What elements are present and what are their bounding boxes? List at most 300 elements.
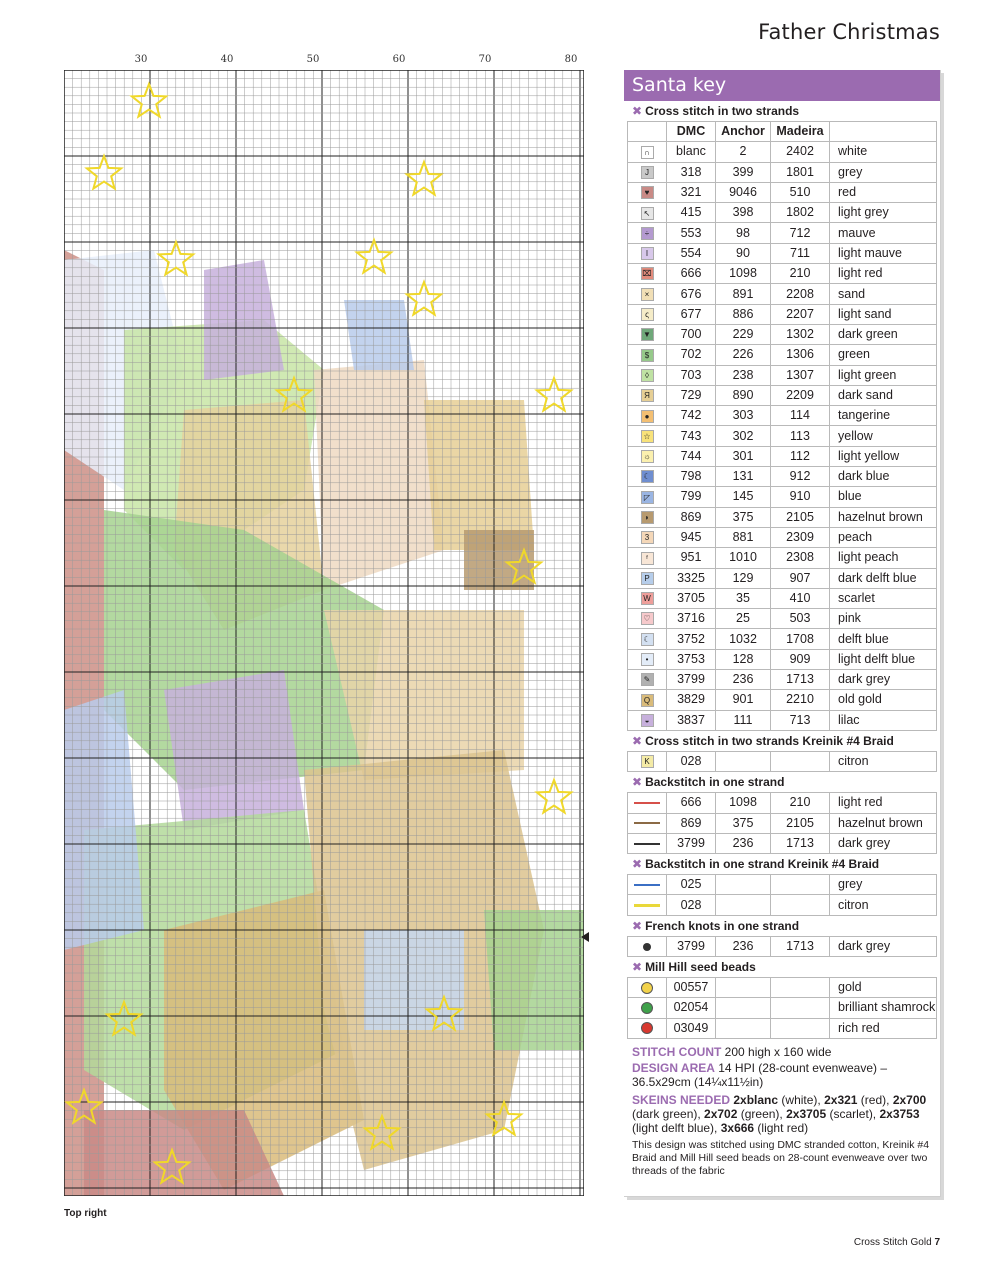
cross-icon: ✖ — [632, 104, 643, 118]
key-anchor: 901 — [716, 690, 771, 710]
symbol-swatch-icon: ✎ — [641, 673, 654, 686]
key-madeira: 2209 — [771, 385, 830, 405]
key-madeira: 210 — [771, 264, 830, 284]
chart-color-region — [344, 300, 414, 370]
symbol-swatch-icon: ☾ — [641, 470, 654, 483]
design-area-label: DESIGN AREA — [632, 1060, 715, 1075]
key-color-name: hazelnut brown — [830, 813, 937, 833]
key-madeira: 2105 — [771, 507, 830, 527]
key-dmc: 3837 — [667, 710, 716, 730]
key-dmc: 415 — [667, 203, 716, 223]
key-madeira — [771, 977, 830, 997]
symbol-swatch-icon: ☆ — [641, 430, 654, 443]
key-color-name: scarlet — [830, 588, 937, 608]
star-icon — [87, 156, 121, 189]
key-symbol — [628, 649, 667, 669]
stitch-chart — [64, 70, 584, 1196]
key-color-name: dark blue — [830, 467, 937, 487]
symbol-swatch-icon: ♥ — [641, 186, 654, 199]
backstitch-line-icon — [634, 843, 660, 845]
key-madeira: 410 — [771, 588, 830, 608]
key-symbol — [628, 203, 667, 223]
key-symbol — [628, 345, 667, 365]
key-madeira: 711 — [771, 243, 830, 263]
key-dmc: 3753 — [667, 649, 716, 669]
symbol-swatch-icon: ÷ — [641, 227, 654, 240]
key-color-name: grey — [830, 162, 937, 182]
key-symbol — [628, 467, 667, 487]
key-color-name: light mauve — [830, 243, 937, 263]
cross-icon: ✖ — [632, 857, 643, 872]
kreinik-backstitch-table — [627, 874, 937, 916]
key-anchor: 111 — [716, 710, 771, 730]
key-symbol — [628, 813, 667, 833]
key-anchor: 236 — [716, 670, 771, 690]
key-row — [628, 588, 937, 608]
key-dmc: blanc — [667, 142, 716, 162]
key-anchor: 9046 — [716, 182, 771, 202]
key-madeira: 112 — [771, 446, 830, 466]
key-row — [628, 895, 937, 915]
page-title: Father Christmas — [758, 20, 940, 44]
section-kreinik-cross-label: Cross stitch in two strands Kreinik #4 Braid — [645, 733, 894, 748]
key-symbol — [628, 243, 667, 263]
key-dmc: 666 — [667, 264, 716, 284]
key-madeira: 1307 — [771, 365, 830, 385]
key-row — [628, 385, 937, 405]
symbol-swatch-icon: K — [641, 755, 654, 768]
symbol-swatch-icon: ⌧ — [642, 269, 652, 279]
section-french-knots — [624, 916, 940, 936]
backstitch-table — [627, 792, 937, 854]
kreinik-cross-table — [627, 751, 937, 772]
symbol-swatch-icon: I — [641, 247, 654, 260]
key-color-name: light sand — [830, 304, 937, 324]
seed-beads-table — [627, 977, 937, 1039]
key-anchor: 2 — [716, 142, 771, 162]
key-anchor — [716, 977, 771, 997]
symbol-swatch-icon: W — [641, 592, 654, 605]
key-madeira: 210 — [771, 793, 830, 813]
key-madeira: 2402 — [771, 142, 830, 162]
key-row — [628, 609, 937, 629]
key-madeira — [771, 875, 830, 895]
key-dmc: 3829 — [667, 690, 716, 710]
header-madeira: Madeira — [771, 122, 830, 142]
key-row — [628, 548, 937, 568]
key-color-name: old gold — [830, 690, 937, 710]
key-row — [628, 507, 937, 527]
symbol-swatch-icon: ∩ — [641, 146, 654, 159]
symbol-swatch-icon: ☼ — [641, 450, 654, 463]
key-dmc: 945 — [667, 527, 716, 547]
key-row — [628, 527, 937, 547]
header-name — [830, 122, 937, 142]
symbol-swatch-icon: ♡ — [641, 612, 654, 625]
key-madeira: 2207 — [771, 304, 830, 324]
key-color-name: dark green — [830, 324, 937, 344]
column-label-60: 60 — [392, 54, 406, 65]
chart-color-region — [164, 670, 304, 830]
key-row — [628, 264, 937, 284]
section-seed-beads-label: Mill Hill seed beads — [645, 959, 756, 974]
symbol-swatch-icon: ▼ — [641, 328, 654, 341]
key-color-name: dark sand — [830, 385, 937, 405]
key-symbol — [628, 588, 667, 608]
key-madeira — [771, 895, 830, 915]
section-cross-stitch-label: Cross stitch in two strands — [645, 104, 800, 118]
key-dmc: 743 — [667, 426, 716, 446]
key-symbol — [628, 629, 667, 649]
backstitch-line-icon — [634, 904, 660, 907]
magazine-name: Cross Stitch Gold — [853, 1237, 932, 1248]
key-madeira: 1802 — [771, 203, 830, 223]
key-madeira: 510 — [771, 182, 830, 202]
key-dmc: 00557 — [667, 977, 716, 997]
backstitch-line-icon — [634, 802, 660, 804]
seed-bead-icon — [641, 1022, 653, 1034]
column-label-80: 80 — [564, 54, 578, 65]
key-dmc: 666 — [667, 793, 716, 813]
key-symbol — [628, 793, 667, 813]
key-color-name: tangerine — [830, 406, 937, 426]
key-dmc: 702 — [667, 345, 716, 365]
key-row — [628, 284, 937, 304]
symbol-swatch-icon: ↖ — [641, 207, 654, 220]
column-label-40: 40 — [220, 54, 234, 65]
key-dmc: 3799 — [667, 936, 716, 956]
key-row — [628, 1018, 937, 1038]
header-dmc: DMC — [667, 122, 716, 142]
key-color-name: dark grey — [830, 936, 937, 956]
symbol-swatch-icon: P — [641, 572, 654, 585]
key-anchor: 229 — [716, 324, 771, 344]
key-anchor: 128 — [716, 649, 771, 669]
key-anchor: 1098 — [716, 264, 771, 284]
key-anchor: 129 — [716, 568, 771, 588]
key-anchor: 303 — [716, 406, 771, 426]
key-dmc: 676 — [667, 284, 716, 304]
key-madeira: 114 — [771, 406, 830, 426]
symbol-swatch-icon: ◗ — [641, 511, 654, 524]
star-icon — [407, 162, 441, 195]
key-color-name: delft blue — [830, 629, 937, 649]
key-madeira: 2208 — [771, 284, 830, 304]
key-color-name: white — [830, 142, 937, 162]
column-labels — [64, 54, 584, 68]
key-dmc: 3752 — [667, 629, 716, 649]
key-anchor: 236 — [716, 833, 771, 853]
key-symbol — [628, 406, 667, 426]
key-anchor: 1098 — [716, 793, 771, 813]
key-color-name: blue — [830, 487, 937, 507]
key-row — [628, 690, 937, 710]
key-color-name: dark grey — [830, 670, 937, 690]
key-row — [628, 998, 937, 1018]
backstitch-line-icon — [634, 822, 660, 824]
key-madeira — [771, 998, 830, 1018]
key-anchor: 226 — [716, 345, 771, 365]
key-color-name: mauve — [830, 223, 937, 243]
key-row — [628, 203, 937, 223]
key-madeira: 503 — [771, 609, 830, 629]
key-madeira: 2308 — [771, 548, 830, 568]
design-note: This design was stitched using DMC stranded cotton, Kreinik #4 Braid and Mill Hill seed beads on 28-count evenweave over two threads of the fabric — [632, 1138, 930, 1177]
key-dmc: 729 — [667, 385, 716, 405]
section-cross-stitch — [624, 101, 940, 121]
center-arrow-icon — [581, 932, 589, 942]
key-row — [628, 182, 937, 202]
symbol-swatch-icon: $ — [641, 349, 654, 362]
key-row — [628, 426, 937, 446]
design-area — [632, 1061, 932, 1089]
key-symbol — [628, 1018, 667, 1038]
key-symbol — [628, 507, 667, 527]
key-dmc: 3716 — [667, 609, 716, 629]
key-dmc: 700 — [667, 324, 716, 344]
key-symbol — [628, 936, 667, 956]
key-color-name: light peach — [830, 548, 937, 568]
key-symbol — [628, 998, 667, 1018]
section-backstitch-label: Backstitch in one strand — [645, 775, 785, 790]
key-dmc: 703 — [667, 365, 716, 385]
french-knots-table — [627, 936, 937, 957]
chart-color-region — [364, 930, 464, 1030]
key-color-name: green — [830, 345, 937, 365]
skeins-needed: SKEINS NEEDED 2xblanc (white), 2x321 (red), 2x700 (dark green), 2x702 (green), 2x3705 (scarlet), 2x3753 (light delft blue), 3x666 (light red) — [632, 1092, 927, 1135]
key-dmc: 028 — [667, 751, 716, 771]
key-madeira: 1306 — [771, 345, 830, 365]
key-symbol — [628, 304, 667, 324]
key-madeira: 113 — [771, 426, 830, 446]
header-symbol — [628, 122, 667, 142]
key-anchor: 301 — [716, 446, 771, 466]
column-label-70: 70 — [478, 54, 492, 65]
key-symbol — [628, 426, 667, 446]
key-anchor: 25 — [716, 609, 771, 629]
key-color-name: peach — [830, 527, 937, 547]
symbol-swatch-icon: 3 — [641, 531, 654, 544]
key-row — [628, 324, 937, 344]
key-madeira: 909 — [771, 649, 830, 669]
stitch-count — [632, 1045, 932, 1059]
key-symbol — [628, 751, 667, 771]
key-symbol — [628, 324, 667, 344]
key-madeira: 912 — [771, 467, 830, 487]
key-anchor: 98 — [716, 223, 771, 243]
key-madeira: 1713 — [771, 936, 830, 956]
backstitch-line-icon — [634, 884, 660, 886]
key-dmc: 677 — [667, 304, 716, 324]
key-row — [628, 446, 937, 466]
key-madeira — [771, 751, 830, 771]
key-title: Santa key — [624, 70, 940, 101]
page-number: 7 — [934, 1237, 940, 1248]
key-madeira: 1708 — [771, 629, 830, 649]
key-dmc: 3799 — [667, 670, 716, 690]
key-color-name: light delft blue — [830, 649, 937, 669]
key-anchor: 891 — [716, 284, 771, 304]
key-symbol — [628, 446, 667, 466]
key-color-name: gold — [830, 977, 937, 997]
cross-icon: ✖ — [632, 775, 643, 790]
key-row — [628, 793, 937, 813]
symbol-swatch-icon: Я — [641, 389, 654, 402]
key-row — [628, 568, 937, 588]
section-kreinik-backstitch — [624, 854, 940, 874]
key-color-name: sand — [830, 284, 937, 304]
key-anchor: 302 — [716, 426, 771, 446]
key-color-name: light grey — [830, 203, 937, 223]
key-row — [628, 649, 937, 669]
key-symbol — [628, 385, 667, 405]
chart-color-region — [314, 360, 444, 590]
key-dmc: 869 — [667, 813, 716, 833]
key-madeira: 910 — [771, 487, 830, 507]
key-color-name: lilac — [830, 710, 937, 730]
key-dmc: 798 — [667, 467, 716, 487]
key-row — [628, 345, 937, 365]
key-madeira: 712 — [771, 223, 830, 243]
symbol-swatch-icon: J — [641, 166, 654, 179]
symbol-swatch-icon: ◸ — [641, 491, 654, 504]
key-madeira: 1302 — [771, 324, 830, 344]
key-color-name: rich red — [830, 1018, 937, 1038]
key-color-name: grey — [830, 875, 937, 895]
chart-fill-regions — [64, 250, 584, 1196]
key-symbol — [628, 568, 667, 588]
key-madeira: 907 — [771, 568, 830, 588]
key-dmc: 869 — [667, 507, 716, 527]
key-color-name: light yellow — [830, 446, 937, 466]
key-row — [628, 365, 937, 385]
key-symbol — [628, 487, 667, 507]
key-symbol — [628, 690, 667, 710]
key-anchor: 236 — [716, 936, 771, 956]
key-row — [628, 304, 937, 324]
key-row — [628, 710, 937, 730]
key-anchor: 131 — [716, 467, 771, 487]
header-anchor: Anchor — [716, 122, 771, 142]
key-symbol — [628, 670, 667, 690]
key-dmc: 553 — [667, 223, 716, 243]
skeins-needed-label: SKEINS NEEDED — [632, 1092, 731, 1107]
key-anchor: 890 — [716, 385, 771, 405]
symbol-swatch-icon: ● — [641, 410, 654, 423]
key-anchor: 1010 — [716, 548, 771, 568]
page-footer — [854, 1237, 940, 1248]
key-anchor: 145 — [716, 487, 771, 507]
stitch-count-value: 200 high x 160 wide — [724, 1044, 832, 1059]
key-row — [628, 875, 937, 895]
key-anchor — [716, 895, 771, 915]
section-kreinik-cross — [624, 731, 940, 751]
star-icon — [407, 282, 441, 315]
key-anchor: 399 — [716, 162, 771, 182]
key-dmc: 3325 — [667, 568, 716, 588]
key-madeira: 1801 — [771, 162, 830, 182]
symbol-swatch-icon: × — [641, 288, 654, 301]
key-anchor — [716, 875, 771, 895]
key-row — [628, 813, 937, 833]
stitch-count-label: STITCH COUNT — [632, 1044, 722, 1059]
chart-color-region — [484, 910, 584, 1050]
key-symbol — [628, 142, 667, 162]
key-symbol — [628, 284, 667, 304]
key-symbol — [628, 162, 667, 182]
key-madeira: 1713 — [771, 833, 830, 853]
key-anchor: 238 — [716, 365, 771, 385]
key-anchor — [716, 751, 771, 771]
key-row — [628, 833, 937, 853]
cross-stitch-table — [627, 121, 937, 731]
key-color-name: hazelnut brown — [830, 507, 937, 527]
symbol-swatch-icon: ◊ — [641, 369, 654, 382]
key-symbol — [628, 895, 667, 915]
key-color-name: pink — [830, 609, 937, 629]
key-dmc: 742 — [667, 406, 716, 426]
key-row — [628, 243, 937, 263]
key-symbol — [628, 977, 667, 997]
key-anchor: 1032 — [716, 629, 771, 649]
key-symbol — [628, 527, 667, 547]
key-symbol — [628, 609, 667, 629]
key-symbol — [628, 875, 667, 895]
key-row — [628, 977, 937, 997]
key-color-name: citron — [830, 895, 937, 915]
key-anchor — [716, 1018, 771, 1038]
design-info — [624, 1039, 940, 1178]
seed-bead-icon — [641, 982, 653, 994]
symbol-swatch-icon: ς — [641, 308, 654, 321]
key-row — [628, 406, 937, 426]
cross-icon: ✖ — [632, 959, 643, 974]
design-area-value: 14 HPI (28-count evenweave) – 36.5x29cm (14¼x11½in) — [632, 1060, 888, 1089]
key-madeira: 713 — [771, 710, 830, 730]
key-color-name: dark grey — [830, 833, 937, 853]
key-row — [628, 936, 937, 956]
key-symbol — [628, 223, 667, 243]
cross-icon: ✖ — [632, 733, 643, 748]
key-symbol — [628, 833, 667, 853]
key-dmc: 318 — [667, 162, 716, 182]
key-anchor: 375 — [716, 813, 771, 833]
key-dmc: 554 — [667, 243, 716, 263]
key-dmc: 744 — [667, 446, 716, 466]
key-anchor — [716, 998, 771, 1018]
key-color-name: dark delft blue — [830, 568, 937, 588]
key-madeira: 2309 — [771, 527, 830, 547]
key-color-name: light red — [830, 793, 937, 813]
key-symbol — [628, 182, 667, 202]
symbol-swatch-icon: • — [641, 653, 654, 666]
key-color-name: yellow — [830, 426, 937, 446]
key-madeira: 2210 — [771, 690, 830, 710]
symbol-swatch-icon: ᶠ — [641, 552, 654, 565]
key-dmc: 028 — [667, 895, 716, 915]
key-dmc: 321 — [667, 182, 716, 202]
key-dmc: 951 — [667, 548, 716, 568]
key-symbol — [628, 710, 667, 730]
symbol-swatch-icon: ☾ — [641, 633, 654, 646]
key-madeira — [771, 1018, 830, 1038]
key-anchor: 375 — [716, 507, 771, 527]
key-dmc: 025 — [667, 875, 716, 895]
stitch-chart-grid — [64, 70, 584, 1196]
key-madeira: 1713 — [771, 670, 830, 690]
symbol-swatch-icon: Q — [641, 694, 654, 707]
french-knot-icon — [643, 943, 651, 951]
